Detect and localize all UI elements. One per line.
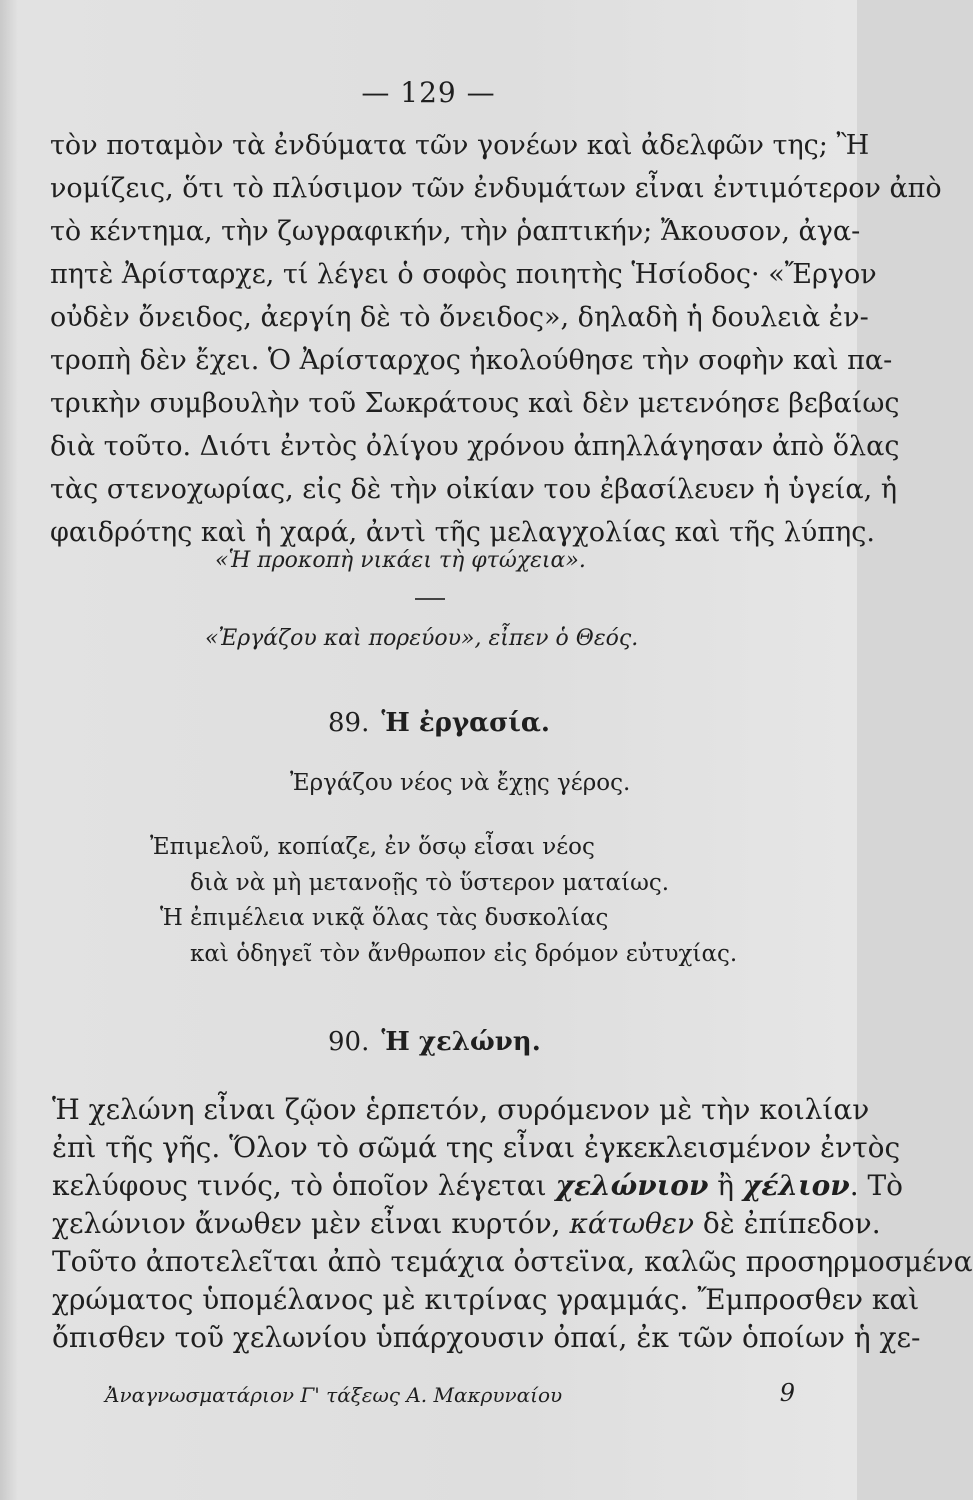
- text-line: διὰ τοῦτο. Διότι ἐντὸς ὀλίγου χρόνου ἀπηλλάγησαν ἀπὸ ὅλας: [50, 431, 900, 462]
- text-span: κελύφους τινός, τὸ ὁποῖον λέγεται: [52, 1169, 556, 1202]
- text-line: [52, 1207, 881, 1240]
- poem-epigraph: Ἐργάζου νέος νὰ ἔχῃς γέρος.: [290, 770, 631, 796]
- section-divider: [415, 598, 445, 600]
- section-90-heading: [328, 1027, 541, 1057]
- section-89-heading: [328, 708, 550, 738]
- text-span: ἢ: [708, 1169, 743, 1202]
- term-chelonion: χελώνιον: [555, 1169, 709, 1202]
- text-line: οὐδὲν ὄνειδος, ἀεργίη δὲ τὸ ὄνειδος», δηλαδὴ ἡ δουλειὰ ἐν-: [50, 302, 869, 333]
- poem-line: Ἐπιμελοῦ, κοπίαζε, ἐν ὅσῳ εἶσαι νέος: [150, 834, 595, 860]
- text-line: πητὲ Ἀρίσταρχε, τί λέγει ὁ σοφὸς ποιητὴς Ἡσίοδος· «Ἔργον: [50, 259, 877, 290]
- signature-mark: 9: [779, 1379, 795, 1407]
- text-line: ὄπισθεν τοῦ χελωνίου ὑπάρχουσιν ὀπαί, ἐκ τῶν ὁποίων ἡ χε-: [52, 1321, 921, 1354]
- text-line: φαιδρότης καὶ ἡ χαρά, ἀντὶ τῆς μελαγχολίας καὶ τῆς λύπης.: [50, 517, 875, 548]
- text-span: χελώνιον ἄνωθεν μὲν εἶναι κυρτόν,: [52, 1207, 570, 1240]
- text-line: τρικὴν συμβουλὴν τοῦ Σωκράτους καὶ δὲν μετενόησε βεβαίως: [50, 388, 900, 419]
- text-line: ἐπὶ τῆς γῆς. Ὅλον τὸ σῶμά της εἶναι ἐγκεκλεισμένον ἐντὸς: [52, 1131, 901, 1164]
- text-line: Τοῦτο ἀποτελεῖται ἀπὸ τεμάχια ὀστεϊνα, καλῶς προσηρμοσμένα: [52, 1245, 973, 1278]
- text-line: χρώματος ὑπομέλανος μὲ κιτρίνας γραμμάς. Ἔμπροσθεν καὶ: [52, 1283, 920, 1316]
- text-span: . Τὸ: [849, 1169, 904, 1202]
- text-line: τὸν ποταμὸν τὰ ἐνδύματα τῶν γονέων καὶ ἀδελφῶν της; Ἢ: [50, 130, 870, 161]
- text-line: [52, 1169, 904, 1202]
- text-span: δὲ ἐπίπεδον.: [693, 1207, 881, 1240]
- poem-line: διὰ νὰ μὴ μετανοῇς τὸ ὕστερον ματαίως.: [190, 870, 670, 896]
- section-title: Ἡ ἐργασία.: [381, 708, 550, 738]
- page-footer: [105, 1379, 795, 1407]
- term-katothen: κάτωθεν: [569, 1207, 694, 1240]
- motto: «Ἐργάζου καὶ πορεύου», εἶπεν ὁ Θεός.: [205, 626, 639, 651]
- footer-title: Ἀναγνωσματάριον Γ' τάξεως Α. Μακρυναίου: [105, 1383, 563, 1407]
- text-line: τὸ κέντημα, τὴν ζωγραφικήν, τὴν ῥαπτικήν; Ἄκουσον, ἀγα-: [50, 216, 861, 247]
- section-number: 90.: [328, 1027, 370, 1057]
- poem-line: καὶ ὁδηγεῖ τὸν ἄνθρωπον εἰς δρόμον εὐτυχίας.: [190, 941, 738, 967]
- page-number: — 129 —: [361, 76, 496, 109]
- section-number: 89.: [328, 708, 370, 738]
- term-chelion: χέλιον: [742, 1169, 850, 1202]
- text-line: τροπὴ δὲν ἔχει. Ὁ Ἀρίσταρχος ἠκολούθησε τὴν σοφὴν καὶ πα-: [50, 345, 893, 376]
- text-line: νομίζεις, ὅτι τὸ πλύσιμον τῶν ἐνδυμάτων εἶναι ἐντιμότερον ἀπὸ: [50, 173, 942, 204]
- proverb: «Ἡ προκοπὴ νικάει τὴ φτώχεια».: [215, 548, 586, 573]
- section-title: Ἡ χελώνη.: [381, 1027, 541, 1057]
- text-line: τὰς στενοχωρίας, εἰς δὲ τὴν οἰκίαν του ἐβασίλευεν ἡ ὑγεία, ἡ: [50, 474, 897, 505]
- text-line: Ἡ χελώνη εἶναι ζῷον ἑρπετόν, συρόμενον μὲ τὴν κοιλίαν: [52, 1093, 870, 1126]
- poem-line: Ἡ ἐπιμέλεια νικᾷ ὅλας τὰς δυσκολίας: [160, 905, 609, 931]
